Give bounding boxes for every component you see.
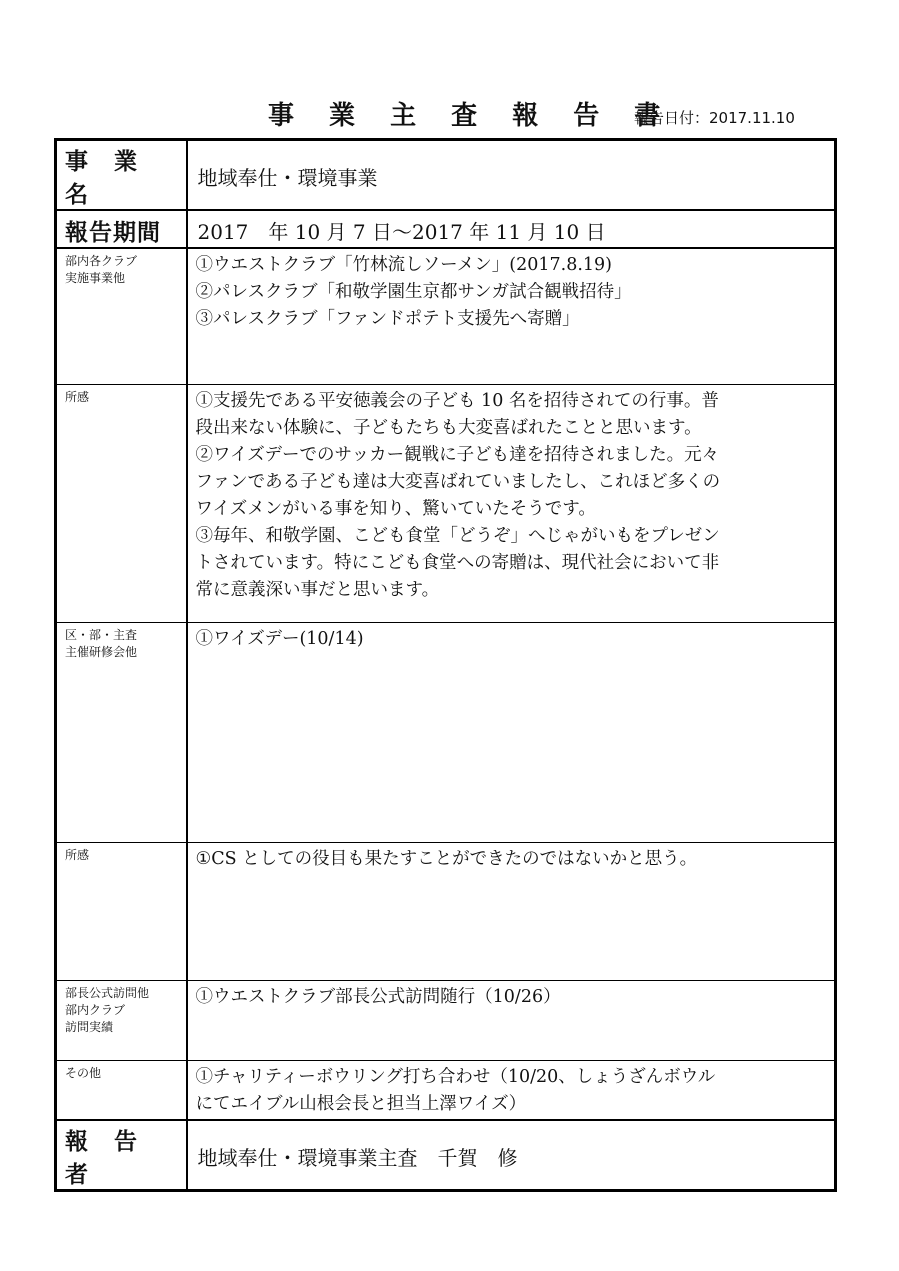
others-item: ①チャリティーボウリング打ち合わせ（10/20、しょうざんボウル bbox=[195, 1066, 716, 1087]
club-events-item: ②パレスクラブ「和敬学園生京都サンガ試合観戦招待」 bbox=[195, 282, 632, 302]
official-visits-label-line: 部長公式訪問他 bbox=[65, 985, 150, 1000]
impressions-1-line: ワイズメンがいる事を知り、驚いていたそうです。 bbox=[195, 498, 596, 519]
impressions-1-line: ①支援先である平安徳義会の子ども 10 名を招待されての行事。普 bbox=[195, 390, 719, 411]
impressions-2-label-line: 所感 bbox=[65, 847, 90, 862]
impressions-1-line: トされています。特にこども食堂への寄贈は、現代社会において非 bbox=[195, 552, 720, 573]
impressions-1-label-line: 所感 bbox=[65, 389, 90, 404]
others-item: にてエイブル山根会長と担当上澤ワイズ） bbox=[195, 1093, 527, 1114]
period-value: 2017 年 10 月 7 日〜2017 年 11 月 10 日 bbox=[187, 210, 836, 248]
impressions-2-label bbox=[56, 842, 187, 980]
impressions-1-line: 段出来ない体験に、子どもたちも大変喜ばれたことと思います。 bbox=[195, 417, 702, 438]
row-impressions-1 bbox=[56, 384, 836, 622]
period-label: 報告期間 bbox=[56, 210, 187, 248]
impressions-2-body bbox=[187, 842, 836, 980]
row-district-events bbox=[56, 622, 836, 842]
district-events-item: ①ワイズデー(10/14) bbox=[195, 628, 364, 649]
impressions-1-line: ③毎年、和敬学園、こども食堂「どうぞ」へじゃがいもをプレゼン bbox=[195, 525, 720, 546]
official-visits-label-line: 部内クラブ bbox=[65, 1002, 126, 1017]
district-events-label bbox=[56, 622, 187, 842]
impressions-1-body bbox=[187, 384, 836, 622]
row-impressions-2 bbox=[56, 842, 836, 980]
club-events-item: ③パレスクラブ「ファンドポテト支援先へ寄贈」 bbox=[195, 309, 580, 329]
business-name-value: 地域奉仕・環境事業 bbox=[187, 140, 836, 211]
report-form bbox=[54, 138, 837, 1192]
district-events-body bbox=[187, 622, 836, 842]
club-events-label bbox=[56, 248, 187, 384]
club-events-body bbox=[187, 248, 836, 384]
row-business-name bbox=[56, 140, 836, 211]
row-reporter bbox=[56, 1120, 836, 1191]
club-events-item: ①ウエストクラブ「竹林流しソーメン」(2017.8.19) bbox=[195, 255, 612, 275]
report-date: 報告日付：2017.11.10 bbox=[634, 109, 795, 127]
club-events-label-line: 実施事業他 bbox=[65, 271, 126, 285]
impressions-1-line: 常に意義深い事だと思います。 bbox=[195, 579, 440, 600]
row-club-events bbox=[56, 248, 836, 384]
row-period bbox=[56, 210, 836, 248]
official-visits-label bbox=[56, 980, 187, 1060]
reporter-label: 報 告 者 bbox=[56, 1120, 187, 1191]
report-title: 事 業 主 査 報 告 書 bbox=[268, 101, 674, 131]
others-body bbox=[187, 1060, 836, 1120]
official-visits-item: ①ウエストクラブ部長公式訪問随行（10/26） bbox=[195, 986, 561, 1007]
impressions-1-line: ファンである子ども達は大変喜ばれていましたし、これほど多くの bbox=[195, 471, 721, 492]
business-name-label: 事 業 名 bbox=[56, 140, 187, 211]
official-visits-label-line: 訪問実績 bbox=[65, 1019, 114, 1034]
row-others bbox=[56, 1060, 836, 1120]
impressions-2-line: ①CS としての役目も果たすことができたのではないかと思う。 bbox=[195, 848, 698, 869]
row-official-visits bbox=[56, 980, 836, 1060]
official-visits-body bbox=[187, 980, 836, 1060]
others-label bbox=[56, 1060, 187, 1120]
reporter-value: 地域奉仕・環境事業主査 千賀 修 bbox=[187, 1120, 836, 1191]
others-label-line: その他 bbox=[65, 1065, 102, 1080]
club-events-label-line: 部内各クラブ bbox=[65, 254, 138, 268]
district-events-label-line: 主催研修会他 bbox=[65, 644, 138, 659]
impressions-1-label bbox=[56, 384, 187, 622]
impressions-1-line: ②ワイズデーでのサッカー観戦に子ども達を招待されました。元々 bbox=[195, 444, 720, 465]
district-events-label-line: 区・部・主査 bbox=[65, 627, 138, 642]
